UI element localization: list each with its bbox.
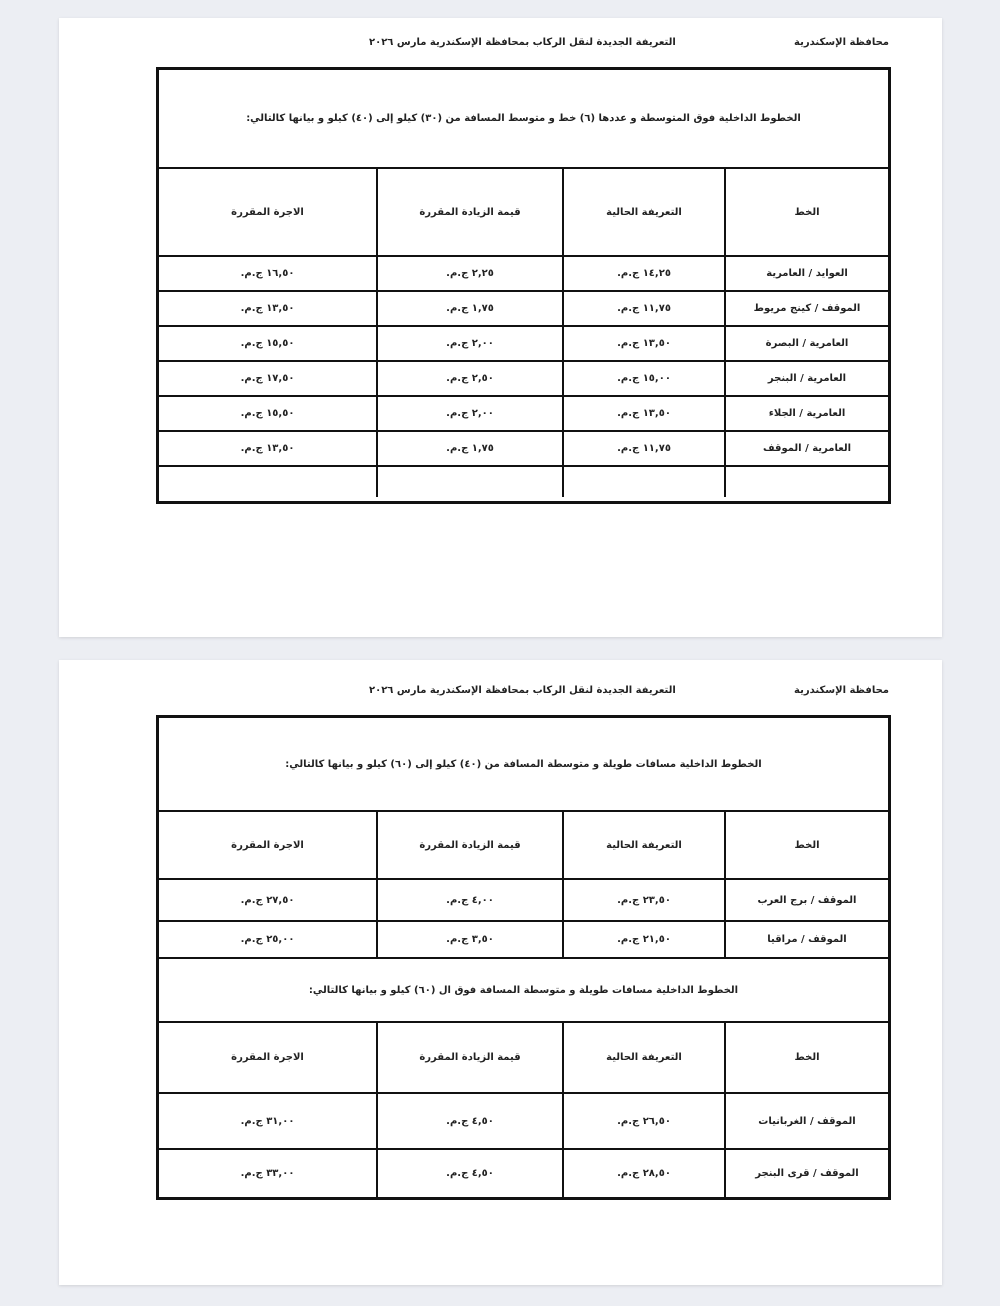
current-fare-cell: ٢٨,٥٠ ج.م. [562, 1150, 724, 1197]
document-page-2 [59, 660, 942, 1285]
route-cell: العامرية / الجلاء [724, 397, 888, 430]
route-cell: العامرية / البصرة [724, 327, 888, 360]
new-fare-cell [159, 467, 376, 497]
new-fare-cell: ٣٣,٠٠ ج.م. [240, 1168, 295, 1179]
new-fare-cell: ١٣,٥٠ ج.م. [240, 303, 295, 314]
col-header-current-fare: التعريفة الحالية [562, 812, 724, 878]
fare-table-2 [156, 715, 891, 1200]
section2-title: الخطوط الداخلية مسافات طويلة و متوسطة المسافة فوق ال (٦٠) كيلو و بيانها كالتالي: [308, 984, 739, 996]
route-cell: العامرية / البنجر [724, 362, 888, 395]
increase-cell: ٢,٠٠ ج.م. [376, 327, 562, 360]
current-fare-cell: ٢٣,٥٠ ج.م. [562, 880, 724, 920]
route-cell: الموقف / الغربانيات [724, 1094, 888, 1148]
current-fare-cell: ١٣,٥٠ ج.م. [562, 327, 724, 360]
current-fare-cell: ١٥,٠٠ ج.م. [562, 362, 724, 395]
col-header-increase: قيمة الزيادة المقررة [376, 812, 562, 878]
table-row [159, 325, 888, 360]
new-fare-cell: ١٥,٥٠ ج.م. [240, 408, 295, 419]
col-header-new-fare: الاجرة المقررة [231, 1052, 304, 1063]
section2-header-row [159, 1021, 888, 1092]
new-fare-cell: ١٦,٥٠ ج.م. [240, 268, 295, 279]
table-title-row [159, 957, 888, 1021]
current-fare-cell: ٢٦,٥٠ ج.م. [562, 1094, 724, 1148]
table-row [159, 395, 888, 430]
increase-cell [376, 467, 562, 497]
table-row [159, 360, 888, 395]
header-title: التعريفة الجديدة لنقل الركاب بمحافظة الإسكندرية مارس ٢٠٢٦ [369, 37, 676, 48]
col-header-current-fare: التعريفة الحالية [562, 169, 724, 255]
new-fare-cell: ٢٥,٠٠ ج.م. [240, 934, 295, 945]
current-fare-cell: ١٣,٥٠ ج.م. [562, 397, 724, 430]
section1-title: الخطوط الداخلية مسافات طويلة و متوسطة المسافة من (٤٠) كيلو إلى (٦٠) كيلو و بيانها كالتالي: [285, 758, 762, 770]
table-row [159, 878, 888, 920]
new-fare-cell: ٣١,٠٠ ج.م. [240, 1115, 295, 1127]
document-page-1 [59, 18, 942, 637]
section1-header-row [159, 810, 888, 878]
increase-cell: ١,٧٥ ج.م. [376, 432, 562, 465]
increase-cell: ٢,٢٥ ج.م. [376, 257, 562, 290]
current-fare-cell: ٢١,٥٠ ج.م. [562, 922, 724, 957]
route-cell: الموقف / كينج مريوط [724, 292, 888, 325]
col-header-new-fare: الاجرة المقررة [231, 206, 304, 218]
increase-cell: ٢,٥٠ ج.م. [376, 362, 562, 395]
table-row [159, 255, 888, 290]
col-header-new-fare: الاجرة المقررة [231, 839, 304, 851]
new-fare-cell: ١٥,٥٠ ج.م. [240, 338, 295, 349]
table-row [159, 920, 888, 957]
header-title: التعريفة الجديدة لنقل الركاب بمحافظة الإسكندرية مارس ٢٠٢٦ [369, 685, 676, 696]
increase-cell: ٤,٠٠ ج.م. [376, 880, 562, 920]
table-title-row [159, 718, 888, 810]
route-cell: الموقف / قرى البنجر [724, 1150, 888, 1197]
col-header-increase: قيمة الزيادة المقررة [376, 169, 562, 255]
table-row [159, 430, 888, 465]
col-header-route: الخط [724, 812, 888, 878]
table-row-empty [159, 465, 888, 497]
increase-cell: ١,٧٥ ج.م. [376, 292, 562, 325]
increase-cell: ٣,٥٠ ج.م. [376, 922, 562, 957]
col-header-increase: قيمة الزيادة المقررة [376, 1023, 562, 1092]
route-cell: العوايد / العامرية [724, 257, 888, 290]
new-fare-cell: ١٧,٥٠ ج.م. [240, 373, 295, 384]
current-fare-cell [562, 467, 724, 497]
new-fare-cell: ١٣,٥٠ ج.م. [240, 443, 295, 454]
route-cell: الموقف / برج العرب [724, 880, 888, 920]
current-fare-cell: ١١,٧٥ ج.م. [562, 432, 724, 465]
increase-cell: ٢,٠٠ ج.م. [376, 397, 562, 430]
route-cell [724, 467, 888, 497]
route-cell: الموقف / مراقيا [724, 922, 888, 957]
fare-table-1 [156, 67, 891, 504]
increase-cell: ٤,٥٠ ج.م. [376, 1094, 562, 1148]
route-cell: العامرية / الموقف [724, 432, 888, 465]
col-header-route: الخط [724, 169, 888, 255]
table-row [159, 1148, 888, 1197]
header-governorate: محافظة الإسكندرية [794, 37, 889, 48]
table-row [159, 290, 888, 325]
header-governorate: محافظة الإسكندرية [794, 685, 889, 696]
increase-cell: ٤,٥٠ ج.م. [376, 1150, 562, 1197]
new-fare-cell: ٢٧,٥٠ ج.م. [240, 894, 295, 906]
col-header-current-fare: التعريفة الحالية [562, 1023, 724, 1092]
table-header-row [159, 167, 888, 255]
table-row [159, 1092, 888, 1148]
current-fare-cell: ١٤,٢٥ ج.م. [562, 257, 724, 290]
table-title: الخطوط الداخلية فوق المتوسطة و عددها (٦) خط و متوسط المسافة من (٣٠) كيلو إلى (٤٠) كيلو و بيانها كالتالي: [246, 113, 801, 124]
table-title-row [159, 70, 888, 167]
col-header-route: الخط [724, 1023, 888, 1092]
current-fare-cell: ١١,٧٥ ج.م. [562, 292, 724, 325]
